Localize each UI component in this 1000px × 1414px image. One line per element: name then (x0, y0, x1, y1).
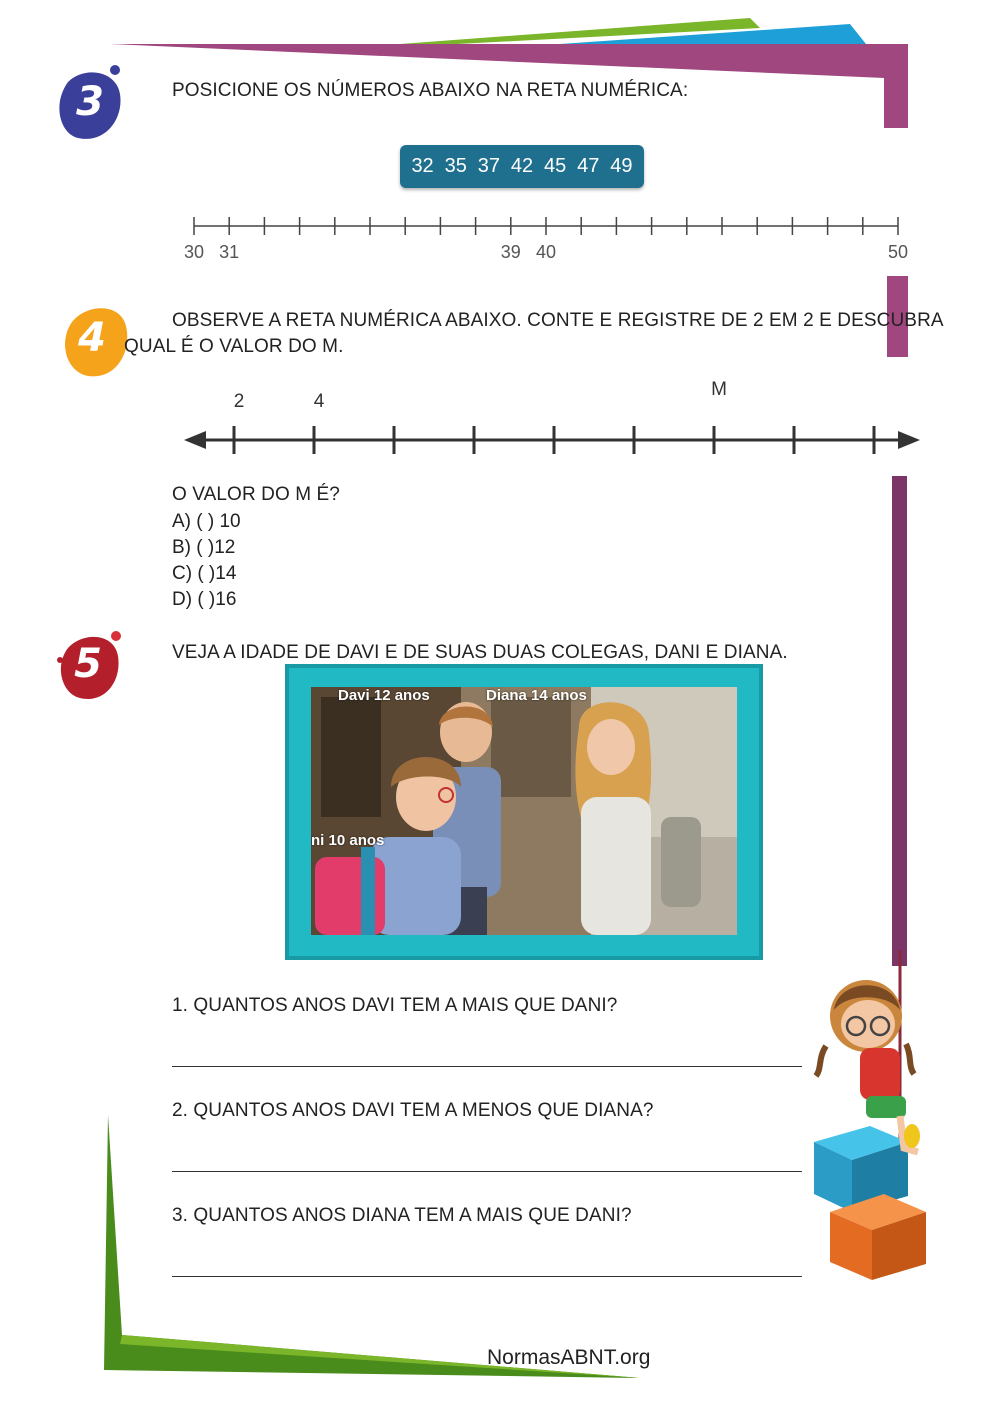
tick-label: 39 (500, 242, 521, 262)
question-5-prompt: VEJA A IDADE DE DAVI E DE SUAS DUAS COLEGAS, DANI E DIANA. (172, 642, 788, 663)
left-arrow-icon (184, 431, 206, 449)
number-chip: 32 (411, 155, 434, 177)
tick-label: M (711, 379, 727, 400)
answer-line-1[interactable] (172, 1066, 802, 1067)
tick-label: 4 (313, 391, 325, 412)
label-dani: ni 10 anos (311, 832, 385, 849)
question-3-prompt: POSICIONE OS NÚMEROS ABAIXO NA RETA NUMÉRICA: (172, 80, 689, 101)
question-4-prompt-line2: QUAL É O VALOR DO M. (124, 336, 344, 357)
badge-number: 5 (74, 641, 102, 687)
option-c: C) ( )14 (172, 563, 237, 584)
answer-line-3[interactable] (172, 1276, 802, 1277)
label-davi: Davi 12 anos (338, 687, 430, 704)
tick-label: 31 (219, 242, 240, 262)
question-4-badge (60, 300, 124, 364)
number-chip: 49 (610, 155, 633, 177)
question-4-question: O VALOR DO M É? (172, 484, 340, 505)
question-5-item-3: 3. QUANTOS ANOS DIANA TEM A MAIS QUE DANI? (172, 1205, 632, 1226)
tick-label: 50 (887, 242, 909, 262)
girl-climbing-illustration (808, 950, 938, 1290)
kids-illustration (311, 687, 737, 935)
question-4-prompt-line1: OBSERVE A RETA NUMÉRICA ABAIXO. CONTE E REGISTRE DE 2 EM 2 E DESCUBRA (172, 310, 944, 331)
option-b: B) ( )12 (172, 537, 236, 558)
badge-number: 3 (76, 79, 104, 125)
tick-label: 40 (535, 242, 557, 262)
number-line-count-by-2 (180, 372, 925, 467)
label-diana: Diana 14 anos (486, 687, 587, 704)
question-3-badge (54, 64, 118, 128)
right-arrow-icon (898, 431, 920, 449)
answer-line-2[interactable] (172, 1171, 802, 1172)
number-chip: 35 (444, 155, 467, 177)
option-d: D) ( )16 (172, 589, 237, 610)
option-a: A) ( ) 10 (172, 511, 241, 532)
number-line-30-50 (180, 210, 910, 270)
question-5-item-1: 1. QUANTOS ANOS DAVI TEM A MAIS QUE DANI? (172, 995, 618, 1016)
footer-brand: NormasABNT.org (487, 1346, 651, 1369)
numbers-to-place (400, 145, 644, 188)
tick-label: 30 (183, 242, 205, 262)
number-chip: 45 (544, 155, 567, 177)
number-chip: 47 (577, 155, 600, 177)
number-chip: 42 (510, 155, 534, 177)
badge-number: 4 (78, 315, 106, 361)
tick-label: 2 (233, 391, 245, 412)
number-chip: 37 (477, 155, 500, 177)
question-5-badge (56, 628, 120, 692)
question-5-item-2: 2. QUANTOS ANOS DAVI TEM A MENOS QUE DIANA? (172, 1100, 654, 1121)
kids-photo (311, 687, 737, 935)
